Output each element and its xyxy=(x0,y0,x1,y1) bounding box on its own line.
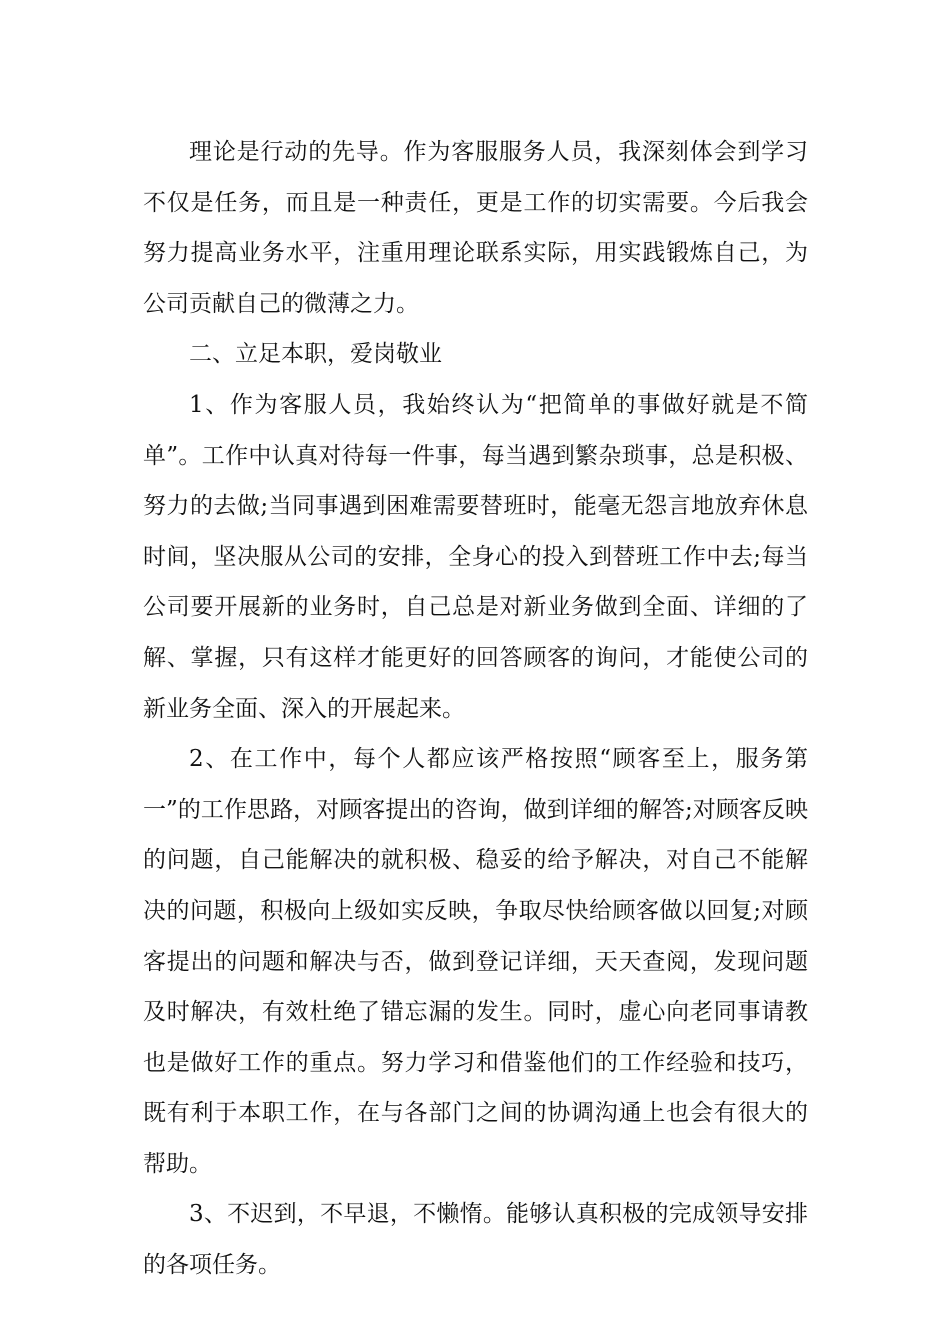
paragraph-item-3: 3、不迟到，不早退，不懒惰。能够认真积极的完成领导安排的各项任务。 xyxy=(143,1201,808,1279)
paragraph-theory: 理论是行动的先导。作为客服服务人员，我深刻体会到学习不仅是任务，而且是一种责任，更是工作的切实需要。今后我会努力提高业务水平，注重用理论联系实际，用实践锻炼自己，为公司贡献自己的微薄之力。 xyxy=(143,139,808,317)
paragraph-item-2: 2、在工作中，每个人都应该严格按照“顾客至上，服务第一”的工作思路，对顾客提出的咨询，做到详细的解答;对顾客反映的问题，自己能解决的就积极、稳妥的给予解决，对自己不能解决的问题，积极向上级如实反映，争取尽快给顾客做以回复;对顾客提出的问题和解决与否，做到登记详细，天天查阅，发现问题及时解决，有效杜绝了错忘漏的发生。同时，虚心向老同事请教也是做好工作的重点。努力学习和借鉴他们的工作经验和技巧，既有利于本职工作，在与各部门之间的协调沟通上也会有很大的帮助。 xyxy=(143,746,808,1177)
paragraph-item-1: 1、作为客服人员，我始终认为“把简单的事做好就是不简单”。工作中认真对待每一件事，每当遇到繁杂琐事，总是积极、努力的去做;当同事遇到困难需要替班时，能毫无怨言地放弃休息时间，坚决服从公司的安排，全身心的投入到替班工作中去;每当公司要开展新的业务时，自己总是对新业务做到全面、详细的了解、掌握，只有这样才能更好的回答顾客的询问，才能使公司的新业务全面、深入的开展起来。 xyxy=(143,391,808,722)
section-heading: 二、立足本职，爱岗敬业 xyxy=(189,341,442,368)
document-body xyxy=(143,127,808,1291)
